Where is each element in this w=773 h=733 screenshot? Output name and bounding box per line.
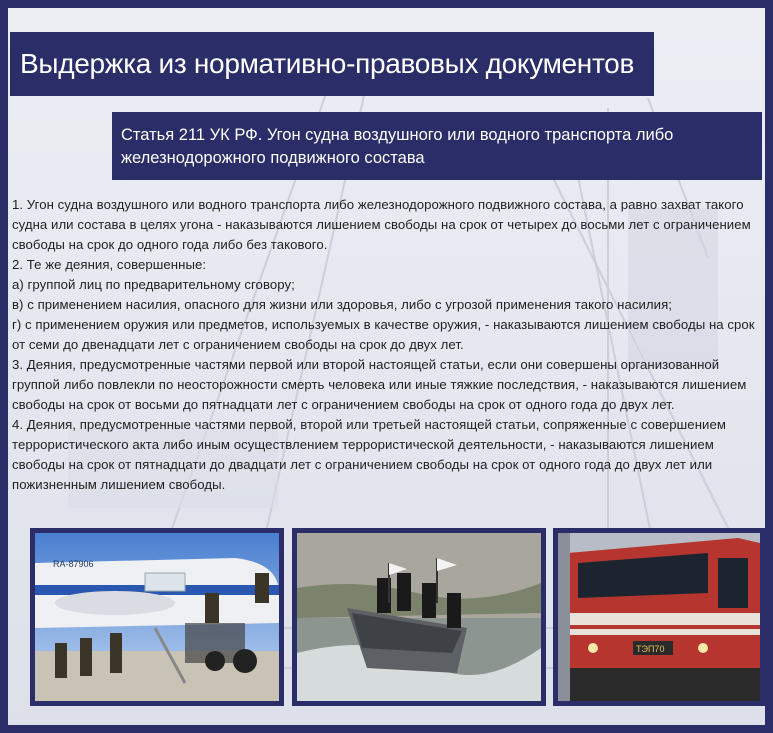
paragraph-4: 4. Деяния, предусмотренные частями первой, второй или третьей настоящей статьи, сопряженные с совершением террористического акта либо иным осуществлением террористической деятельности, - наказываются лишением свободы на срок от пятнадцати до двадцати лет с ограничением свободы на срок от одного года до двух лет или пожизненным лишением свободы.	[12, 417, 726, 492]
paragraph-2b: в) с применением насилия, опасного для жизни или здоровья, либо с угрозой применения такого насилия;	[12, 297, 672, 312]
photo-aircraft	[30, 528, 284, 706]
paragraph-1: 1. Угон судна воздушного или водного транспорта либо железнодорожного подвижного состава, а равно захват такого судна или состава в целях угона - наказываются лишением свободы на срок от четырех до восьми лет с ограничением свободы на срок до одного года либо без такового.	[12, 197, 751, 252]
paragraph-2c: г) с применением оружия или предметов, используемых в качестве оружия, - наказываются лишением свободы на срок от семи до двенадцати лет с ограничением свободы на срок до двух лет.	[12, 317, 755, 352]
page-title: Выдержка из нормативно-правовых документов	[10, 32, 654, 96]
paragraph-3: 3. Деяния, предусмотренные частями первой или второй настоящей статьи, если они совершены организованной группой либо повлекли по неосторожности смерть человека или иные тяжкие последствия, - наказываются лишением свободы на срок от восьми до пятнадцати лет с ограничением свободы на срок от одного года до двух лет.	[12, 357, 747, 412]
photo-boat	[292, 528, 546, 706]
paragraph-2: 2. Те же деяния, совершенные:	[12, 257, 207, 272]
photo-locomotive	[553, 528, 765, 706]
article-heading: Статья 211 УК РФ. Угон судна воздушного или водного транспорта либо железнодорожного подвижного состава	[112, 112, 762, 180]
locomotive-plate: TЭП70	[636, 644, 665, 654]
paragraph-2a: а) группой лиц по предварительному сговору;	[12, 277, 295, 292]
content-area	[8, 8, 765, 725]
article-text	[12, 195, 758, 495]
plane-registration: RA-87906	[53, 559, 94, 569]
